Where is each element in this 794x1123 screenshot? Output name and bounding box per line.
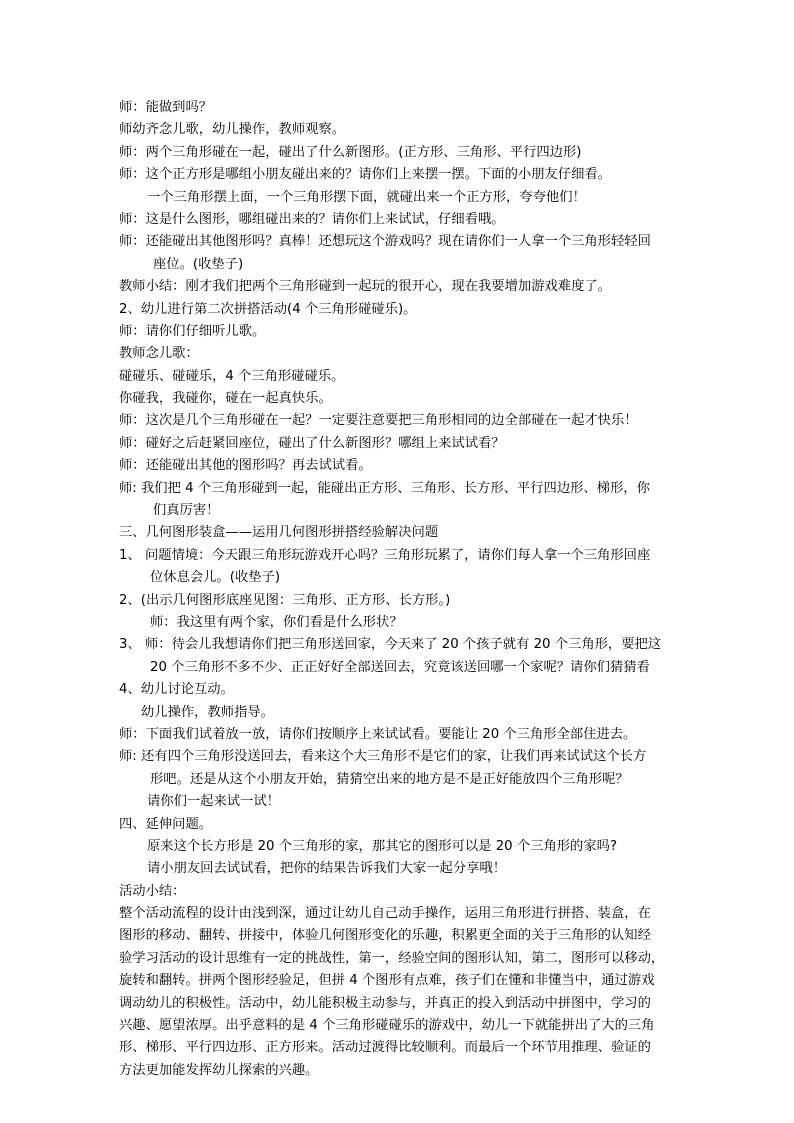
text-line: 师：这次是几个三角形碰在一起？一定要注意要把三角形相同的边全部碰在一起才快乐！ — [119, 413, 638, 429]
summary-line: 旋转和翻转。拼两个图形经验足，但拼 4 个图形有点难，孩子们在懂和非懂当中，通过游戏 — [119, 973, 655, 989]
section-heading: 四、延伸问题。 — [119, 816, 213, 832]
text-line: 座位。(收垫子) — [153, 256, 244, 272]
text-line: 20 个三角形不多不少、正正好好全部送回去，究竟该送回哪一个家呢？请你们猜猜看 — [150, 659, 650, 675]
text-line: 师：还能碰出其他图形吗？真棒！还想玩这个游戏吗？现在请你们一人拿一个三角形轻轻回 — [119, 234, 651, 250]
summary-line: 方法更加能发挥幼儿探索的兴趣。 — [119, 1062, 319, 1078]
text-line: 教师小结：刚才我们把两个三角形碰到一起玩的很开心，现在我要增加游戏难度了。 — [119, 279, 611, 295]
text-line: 形吧。还是从这个小朋友开始，猜猜空出来的地方是不是正好能放四个三角形呢？ — [150, 771, 629, 787]
summary-line: 整个活动流程的设计由浅到深，通过让幼儿自己动手操作，运用三角形进行拼搭、装盒，在 — [119, 906, 651, 922]
text-line: 师：还能碰出其他的图形吗？再去试试看。 — [119, 458, 372, 474]
text-line: 4、幼儿讨论互动。 — [119, 682, 234, 698]
text-line: 一个三角形摆上面，一个三角形摆下面，就碰出来一个正方形，夸夸他们！ — [147, 189, 586, 205]
text-line: 3、 师：待会儿我想请你们把三角形送回家，今天来了 20 个孩子就有 20 个三角形，要把这 — [119, 637, 662, 653]
summary-line: 形、梯形、平行四边形、正方形来。活动过渡得比较顺利。而最后一个环节用推理、验证的 — [119, 1040, 651, 1056]
section-heading: 三、几何图形装盒——运用几何图形拼搭经验解决问题 — [119, 525, 439, 541]
section-heading: 2、幼儿进行第二次拼搭活动(4 个三角形碰碰乐)。 — [119, 301, 417, 317]
text-line: 师：能做到吗？ — [119, 100, 213, 115]
text-line: 你碰我，我碰你，碰在一起真快乐。 — [119, 391, 332, 407]
text-line: 师：请你们仔细听儿歌。 — [119, 323, 266, 339]
text-line: 教师念儿歌： — [119, 346, 199, 362]
text-line: 们真厉害！ — [153, 503, 220, 519]
text-line: 师：碰好之后赶紧回座位，碰出了什么新图形？哪组上来试试看？ — [119, 435, 505, 451]
text-line: 师: 还有四个三角形没送回去，看来这个大三角形不是它们的家，让我们再来试试这个长方 — [119, 749, 647, 765]
text-line: 2、(出示几何图形底座见图：三角形、正方形、长方形。) — [119, 592, 451, 608]
summary-line: 兴趣、愿望浓厚。出乎意料的是 4 个三角形碰碰乐的游戏中，幼儿一下就能拼出了大的三角 — [119, 1018, 655, 1034]
text-line: 原来这个长方形是 20 个三角形的家，那其它的图形可以是 20 个三角形的家吗? — [147, 838, 618, 854]
summary-line: 验学习活动的设计思维有一定的挑战性，第一，经验空间的图形认知，第二，图形可以移动， — [119, 950, 665, 966]
text-line: 师：下面我们试着放一放，请你们按顺序上来试试看。要能让 20 个三角形全部住进去。 — [119, 726, 637, 742]
text-line: 师：我这里有两个家，你们看是什么形状？ — [150, 614, 403, 630]
document-page — [119, 97, 679, 1082]
text-line: 师：两个三角形碰在一起，碰出了什么新图形。(正方形、三角形、平行四边形) — [119, 144, 582, 160]
text-line: 请小朋友回去试试看，把你的结果告诉我们大家一起分享哦！ — [147, 861, 507, 877]
text-line: 幼儿操作，教师指导。 — [141, 704, 274, 720]
text-line: 位休息会儿。(收垫子) — [150, 570, 281, 586]
summary-line: 图形的移动、翻转、拼接中，体验几何图形变化的乐趣，积累更全面的关于三角形的认知经 — [119, 928, 651, 944]
text-line: 请你们一起来试一试！ — [147, 794, 280, 810]
section-heading: 活动小结： — [119, 883, 186, 899]
text-line: 师幼齐念儿歌，幼儿操作，教师观察。 — [119, 122, 346, 138]
text-line: 师: 我们把 4 个三角形碰到一起，能碰出正方形、三角形、长方形、平行四边形、梯形，你 — [119, 480, 650, 496]
summary-line: 调动幼儿的积极性。活动中，幼儿能积极主动参与，并真正的投入到活动中拼图中，学习的 — [119, 995, 651, 1011]
text-line: 1、 问题情境：今天跟三角形玩游戏开心吗？三角形玩累了，请你们每人拿一个三角形回座 — [119, 547, 651, 563]
text-line: 师：这个正方形是哪组小朋友碰出来的？请你们上来摆一摆。下面的小朋友仔细看。 — [119, 167, 611, 183]
text-line: 碰碰乐、碰碰乐，4 个三角形碰碰乐。 — [119, 368, 345, 384]
text-line: 师：这是什么图形，哪组碰出来的？请你们上来试试，仔细看哦。 — [119, 211, 505, 227]
